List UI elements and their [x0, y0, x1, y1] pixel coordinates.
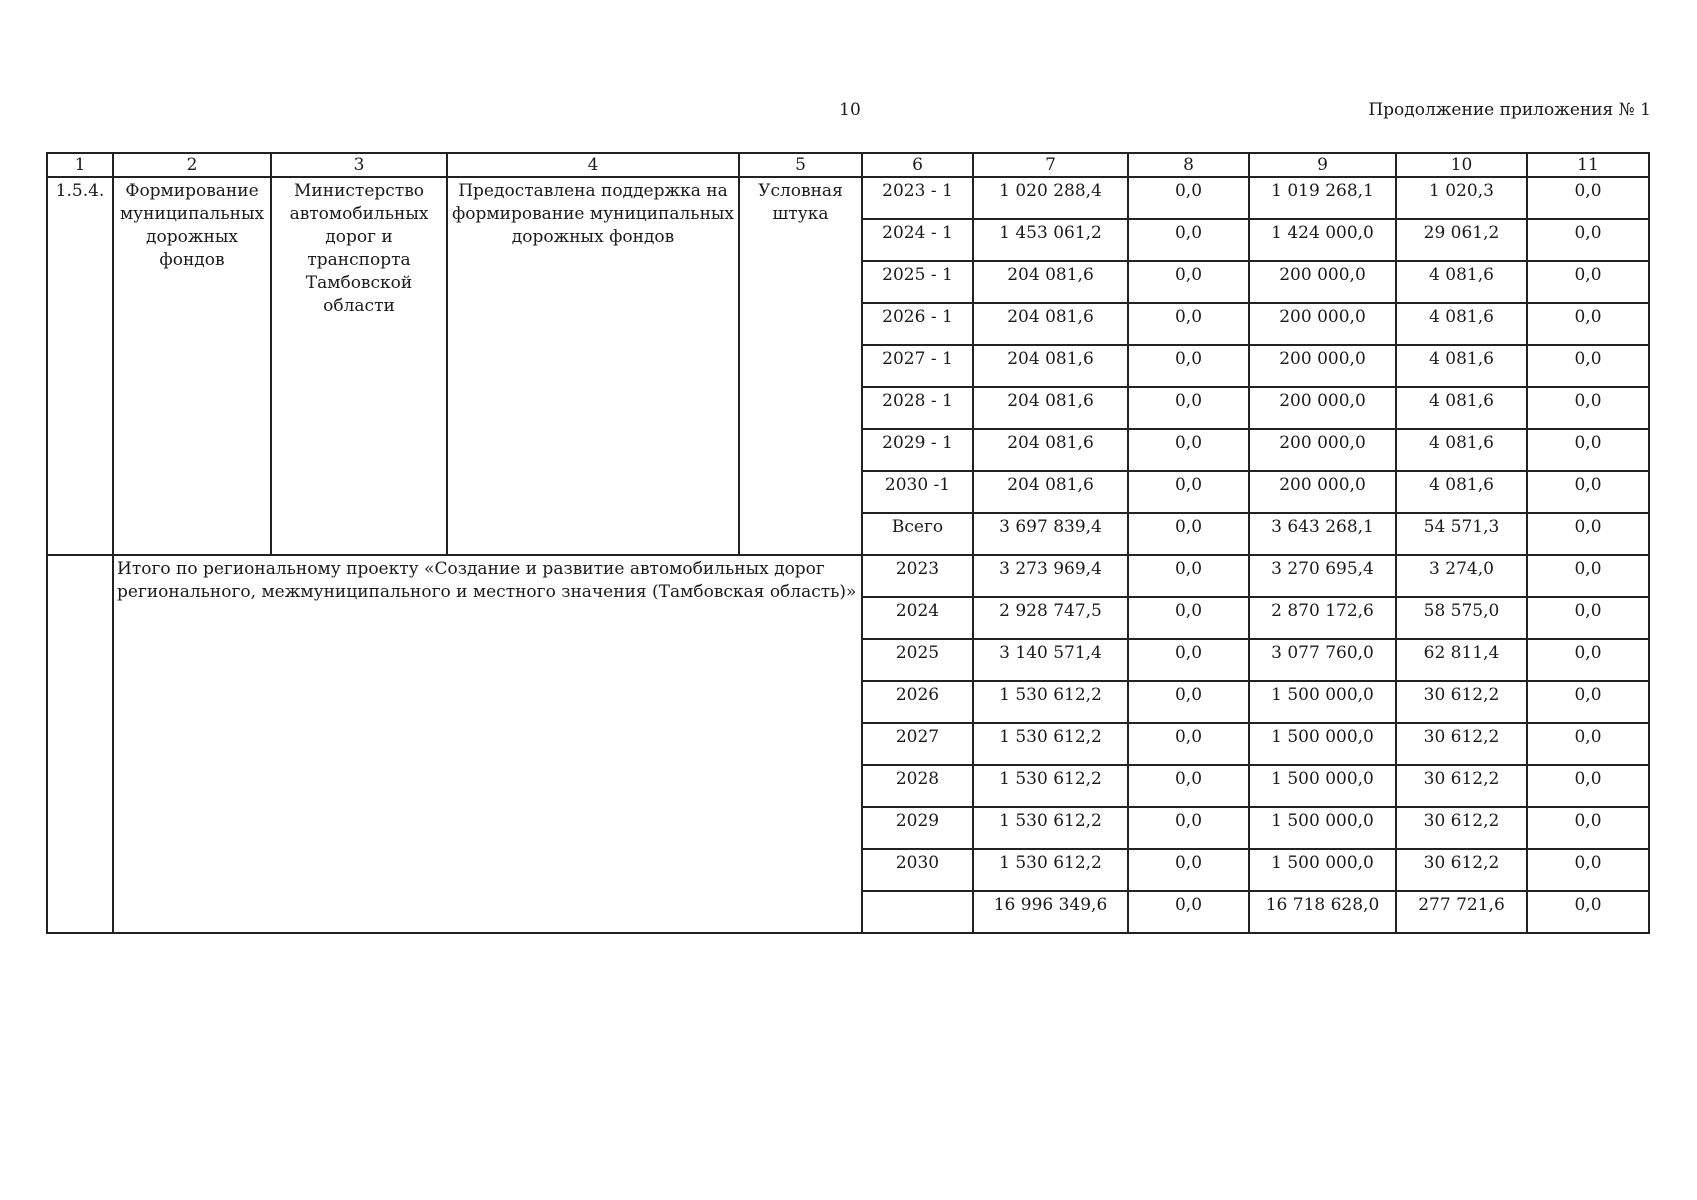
- amount-cell: 0,0: [1128, 429, 1249, 471]
- amount-cell: 0,0: [1128, 849, 1249, 891]
- amount-cell: 0,0: [1527, 387, 1649, 429]
- amount-cell: 2 928 747,5: [973, 597, 1128, 639]
- amount-cell: 30 612,2: [1396, 807, 1527, 849]
- amount-cell: 1 530 612,2: [973, 807, 1128, 849]
- column-number: 11: [1527, 153, 1649, 177]
- page-number: 10: [839, 100, 861, 120]
- measure-number: 1.5.4.: [47, 177, 113, 555]
- amount-cell: 200 000,0: [1249, 303, 1396, 345]
- amount-cell: 29 061,2: [1396, 219, 1527, 261]
- column-number-row: [47, 153, 1649, 177]
- amount-cell: 16 718 628,0: [1249, 891, 1396, 933]
- amount-cell: 2 870 172,6: [1249, 597, 1396, 639]
- amount-cell: 3 274,0: [1396, 555, 1527, 597]
- amount-cell: 0,0: [1527, 429, 1649, 471]
- column-number: 5: [739, 153, 862, 177]
- amount-cell: 0,0: [1128, 219, 1249, 261]
- amount-cell: 3 273 969,4: [973, 555, 1128, 597]
- amount-cell: 1 500 000,0: [1249, 681, 1396, 723]
- amount-cell: 4 081,6: [1396, 387, 1527, 429]
- amount-cell: 0,0: [1527, 681, 1649, 723]
- amount-cell: 3 697 839,4: [973, 513, 1128, 555]
- amount-cell: 1 500 000,0: [1249, 765, 1396, 807]
- amount-cell: 62 811,4: [1396, 639, 1527, 681]
- amount-cell: 204 081,6: [973, 429, 1128, 471]
- amount-cell: 0,0: [1527, 177, 1649, 219]
- amount-cell: 0,0: [1128, 177, 1249, 219]
- amount-cell: 204 081,6: [973, 261, 1128, 303]
- amount-cell: 4 081,6: [1396, 261, 1527, 303]
- amount-cell: 0,0: [1527, 765, 1649, 807]
- amount-cell: 4 081,6: [1396, 345, 1527, 387]
- amount-cell: 0,0: [1128, 555, 1249, 597]
- amount-cell: 0,0: [1527, 639, 1649, 681]
- amount-cell: 200 000,0: [1249, 345, 1396, 387]
- amount-cell: 0,0: [1128, 681, 1249, 723]
- amount-cell: 200 000,0: [1249, 429, 1396, 471]
- column-number: 4: [447, 153, 739, 177]
- amount-cell: 3 077 760,0: [1249, 639, 1396, 681]
- amount-cell: 0,0: [1527, 471, 1649, 513]
- period-cell: 2023: [862, 555, 973, 597]
- amount-cell: 200 000,0: [1249, 387, 1396, 429]
- amount-cell: 1 530 612,2: [973, 681, 1128, 723]
- amount-cell: 16 996 349,6: [973, 891, 1128, 933]
- period-cell: 2026 - 1: [862, 303, 973, 345]
- period-cell: 2028: [862, 765, 973, 807]
- amount-cell: 1 500 000,0: [1249, 723, 1396, 765]
- period-cell: Всего: [862, 513, 973, 555]
- amount-cell: 58 575,0: [1396, 597, 1527, 639]
- period-cell: 2024: [862, 597, 973, 639]
- amount-cell: 204 081,6: [973, 387, 1128, 429]
- amount-cell: 0,0: [1527, 261, 1649, 303]
- amount-cell: 0,0: [1128, 723, 1249, 765]
- column-number: 3: [271, 153, 447, 177]
- amount-cell: 1 530 612,2: [973, 723, 1128, 765]
- amount-cell: 54 571,3: [1396, 513, 1527, 555]
- period-cell: 2030: [862, 849, 973, 891]
- amount-cell: 3 270 695,4: [1249, 555, 1396, 597]
- amount-cell: 30 612,2: [1396, 681, 1527, 723]
- amount-cell: 0,0: [1527, 849, 1649, 891]
- amount-cell: 0,0: [1527, 597, 1649, 639]
- amount-cell: 3 140 571,4: [973, 639, 1128, 681]
- period-cell: 2027 - 1: [862, 345, 973, 387]
- column-number: 7: [973, 153, 1128, 177]
- amount-cell: 277 721,6: [1396, 891, 1527, 933]
- column-number: 9: [1249, 153, 1396, 177]
- amount-cell: 30 612,2: [1396, 765, 1527, 807]
- amount-cell: 0,0: [1527, 219, 1649, 261]
- period-cell: 2025 - 1: [862, 261, 973, 303]
- amount-cell: 0,0: [1128, 597, 1249, 639]
- amount-cell: 0,0: [1128, 639, 1249, 681]
- measure-name: Формирование муниципальных дорожных фондов: [113, 177, 271, 555]
- amount-cell: 0,0: [1527, 555, 1649, 597]
- amount-cell: 200 000,0: [1249, 471, 1396, 513]
- amount-cell: 204 081,6: [973, 303, 1128, 345]
- amount-cell: 0,0: [1527, 303, 1649, 345]
- column-number: 6: [862, 153, 973, 177]
- amount-cell: 0,0: [1527, 513, 1649, 555]
- amount-cell: 1 530 612,2: [973, 765, 1128, 807]
- amount-cell: 0,0: [1128, 387, 1249, 429]
- period-cell: 2029 - 1: [862, 429, 973, 471]
- total-number-empty: [47, 555, 113, 933]
- measure-row: [47, 177, 1649, 219]
- period-cell: 2025: [862, 639, 973, 681]
- amount-cell: 1 530 612,2: [973, 849, 1128, 891]
- amount-cell: 0,0: [1527, 723, 1649, 765]
- amount-cell: 4 081,6: [1396, 471, 1527, 513]
- period-cell: 2029: [862, 807, 973, 849]
- period-cell: 2030 -1: [862, 471, 973, 513]
- unit-of-measure: Условная штука: [739, 177, 862, 555]
- amount-cell: 0,0: [1128, 513, 1249, 555]
- amount-cell: 0,0: [1527, 345, 1649, 387]
- amount-cell: 1 500 000,0: [1249, 807, 1396, 849]
- period-cell: 2028 - 1: [862, 387, 973, 429]
- period-cell: 2027: [862, 723, 973, 765]
- amount-cell: 0,0: [1128, 807, 1249, 849]
- period-cell: 2024 - 1: [862, 219, 973, 261]
- budget-table: [46, 152, 1650, 934]
- continuation-note: Продолжение приложения № 1: [1368, 100, 1651, 120]
- amount-cell: 0,0: [1128, 471, 1249, 513]
- amount-cell: 0,0: [1527, 891, 1649, 933]
- amount-cell: 204 081,6: [973, 471, 1128, 513]
- period-cell: 2023 - 1: [862, 177, 973, 219]
- period-cell: 2026: [862, 681, 973, 723]
- period-cell: [862, 891, 973, 933]
- amount-cell: 30 612,2: [1396, 849, 1527, 891]
- project-total-label: Итого по региональному проекту «Создание и развитие автомобильных дорог регионального, межмуниципального и местного значения (Тамбовская область)»: [113, 555, 862, 933]
- amount-cell: 3 643 268,1: [1249, 513, 1396, 555]
- column-number: 8: [1128, 153, 1249, 177]
- amount-cell: 0,0: [1128, 891, 1249, 933]
- amount-cell: 1 020 288,4: [973, 177, 1128, 219]
- amount-cell: 204 081,6: [973, 345, 1128, 387]
- total-row: [47, 555, 1649, 597]
- amount-cell: 0,0: [1128, 261, 1249, 303]
- amount-cell: 1 020,3: [1396, 177, 1527, 219]
- amount-cell: 0,0: [1128, 765, 1249, 807]
- amount-cell: 1 424 000,0: [1249, 219, 1396, 261]
- column-number: 1: [47, 153, 113, 177]
- responsible-executor: Министерство автомобильных дорог и транспорта Тамбовской области: [271, 177, 447, 555]
- amount-cell: 0,0: [1527, 807, 1649, 849]
- amount-cell: 200 000,0: [1249, 261, 1396, 303]
- amount-cell: 0,0: [1128, 345, 1249, 387]
- column-number: 10: [1396, 153, 1527, 177]
- amount-cell: 30 612,2: [1396, 723, 1527, 765]
- amount-cell: 1 019 268,1: [1249, 177, 1396, 219]
- amount-cell: 1 453 061,2: [973, 219, 1128, 261]
- amount-cell: 0,0: [1128, 303, 1249, 345]
- amount-cell: 4 081,6: [1396, 429, 1527, 471]
- measure-result: Предоставлена поддержка на формирование муниципальных дорожных фондов: [447, 177, 739, 555]
- amount-cell: 1 500 000,0: [1249, 849, 1396, 891]
- amount-cell: 4 081,6: [1396, 303, 1527, 345]
- column-number: 2: [113, 153, 271, 177]
